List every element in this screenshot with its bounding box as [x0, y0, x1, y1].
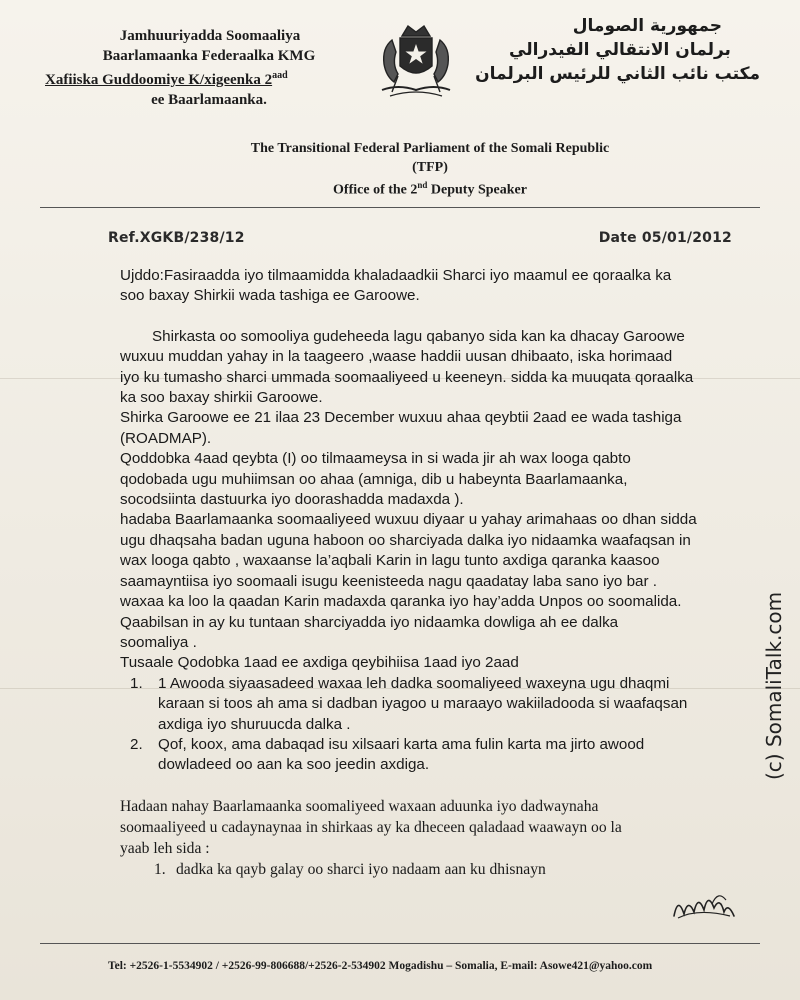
list-item — [120, 674, 760, 735]
closing-line: Hadaan nahay Baarlamaanka soomaliyeed waxaan aduunka iyo dadwaynaha — [120, 797, 599, 815]
body-line: iyo ku tumasho sharci ummada soomaaliyeed u keeneyn. sidda ka muuqata qoraalka — [120, 368, 694, 386]
parliament-abbreviation: (TFP) — [412, 160, 448, 175]
reference-number: Ref.XGKB/238/12 — [108, 230, 245, 246]
list-number: 2. — [130, 735, 143, 753]
footer-contact: Tel: +2526-1-5534902 / +2526-99-806688/+2526-2-534902 Mogadishu – Somalia, E-mail: Asowe421@yahoo.com — [108, 960, 653, 972]
list-item-line: dowladeed oo aan ka soo jeedin axdiga. — [158, 756, 430, 774]
letter-body — [120, 266, 760, 880]
body-line: ugu dhaqsaha badan uguna haboon oo sharciyada dalka iyo nidaamka waafaqsan in — [120, 531, 691, 549]
office-title-text: Deputy Speaker — [427, 182, 527, 198]
body-line: waxaa ka loo la qaadan Karin madaxda qaranka iyo hay’adda Unpos oo soomalida. — [120, 593, 682, 611]
letter-date: Date 05/01/2012 — [598, 230, 732, 246]
example-heading: Tusaale Qodobka 1aad ee axdiga qeybihiisa 1aad iyo 2aad — [120, 654, 519, 672]
closing-list — [120, 859, 760, 880]
article-list — [120, 674, 760, 776]
ordinal-suffix: aad — [272, 70, 288, 81]
list-item-line: 1 Awooda siyaasadeed waxaa leh dadka soomaliyeed waxeyna ugu dhaqmi — [158, 674, 670, 692]
subject-line: Ujddo:Fasiraadda iyo tilmaamidda khaladaadkii Sharci iyo maamul ee qoraalka ka — [120, 267, 672, 284]
letterhead-arabic-line: جمهورية الصومال — [572, 16, 722, 36]
body-line: Shirkasta oo somooliya gudeheeda lagu qabanyo sida kan ka dhacay Garoowe — [152, 327, 685, 345]
somali-coat-of-arms-icon — [368, 14, 464, 106]
body-line: ka soo baxay shirkii Garoowe. — [120, 389, 323, 407]
list-number: 1. — [154, 860, 166, 878]
closing-paragraph — [120, 796, 760, 859]
body-line: wax looga qabto , waxaanse la’aqbali Karin in lagu tunto axdiga qaranka kaasoo — [120, 552, 660, 570]
list-item-text: dadka ka qayb galay oo sharci iyo nadaam aan ku dhisnayn — [176, 860, 546, 878]
list-item-line: axdiga iyo shuruucda dalka . — [158, 715, 351, 733]
body-line: Shirka Garoowe ee 21 ilaa 23 December wuxuu ahaa qeybtii 2aad ee wada tashiga — [120, 409, 682, 427]
office-title-text: Office of the 2 — [333, 182, 418, 198]
letterhead-line — [44, 66, 374, 90]
letterhead-line: ee Baarlamaanka. — [151, 92, 267, 108]
list-item — [120, 735, 760, 776]
closing-line: soomaaliyeed u cadaynaynaa in shirkaas ay ka dheceen qaladaad waawayn oo la — [120, 818, 622, 836]
letterhead-arabic-line: مكتب نائب الثاني للرئيس البرلمان — [475, 64, 760, 84]
letterhead-line: Baarlamaanka Federaalka KMG — [102, 48, 316, 64]
footer-divider — [40, 943, 760, 944]
body-line: qodobada ugu muhiimsan oo ahaa (amniga, dib u habeynta Baarlamaanka, — [120, 470, 628, 488]
body-line: (ROADMAP). — [120, 429, 212, 447]
letterhead-arabic — [475, 14, 760, 86]
subject-line: soo baxay Shirkii wada tashiga ee Garoowe. — [120, 287, 420, 305]
watermark: (c) SomaliTalk.com — [762, 591, 786, 780]
letterhead-line: Jamhuuriyadda Soomaaliya — [119, 28, 301, 44]
header-divider — [40, 207, 760, 208]
body-line: hadaba Baarlamaanka soomaaliyeed wuxuu diyaar u yahay arimahaas oo dhan sidda — [120, 511, 697, 529]
list-item-line: Qof, koox, ama dabaqad isu xilsaari karta ama fulin karta ma jirto awood — [158, 735, 645, 753]
body-line: socodsiinta dastuurka iyo doorashadda madaxda ). — [120, 491, 464, 509]
list-number: 1. — [130, 674, 143, 692]
list-item — [120, 859, 760, 880]
body-line: soomaliya . — [120, 633, 197, 651]
office-title — [180, 176, 680, 200]
body-line: wuxuu muddan yahay in la taageero ,waase haddii uusan dhibaato, iska horimaad — [120, 348, 673, 366]
closing-line: yaab leh sida : — [120, 839, 210, 857]
ordinal-suffix: nd — [417, 180, 428, 190]
letterhead-line-text: Xafiiska Guddoomiye K/xigeenka 2 — [45, 72, 273, 88]
list-item-line: karaan si toos ah ama si dadban iyagoo u maraayo wakiiladooda si waafaqsan — [158, 695, 688, 713]
letterhead-somali — [44, 26, 374, 110]
handwritten-signature-icon — [668, 886, 740, 926]
letterhead-arabic-line: برلمان الانتقالي الفيدرالي — [509, 40, 731, 60]
parliament-title: The Transitional Federal Parliament of the Somali Republic — [250, 141, 610, 156]
body-line: saamayntiisa iyo soomaali isugu keenisteeda nagu qaadatay laba sano iyo bar . — [120, 572, 657, 590]
body-line: Qoddobka 4aad qeybta (I) oo tilmaameysa in si wada jir ah wax looga qabto — [120, 450, 631, 468]
body-line: Qaabilsan in ay ku tuntaan sharciyadda iyo nidaamka dowliga ah ee dalka — [120, 613, 619, 631]
